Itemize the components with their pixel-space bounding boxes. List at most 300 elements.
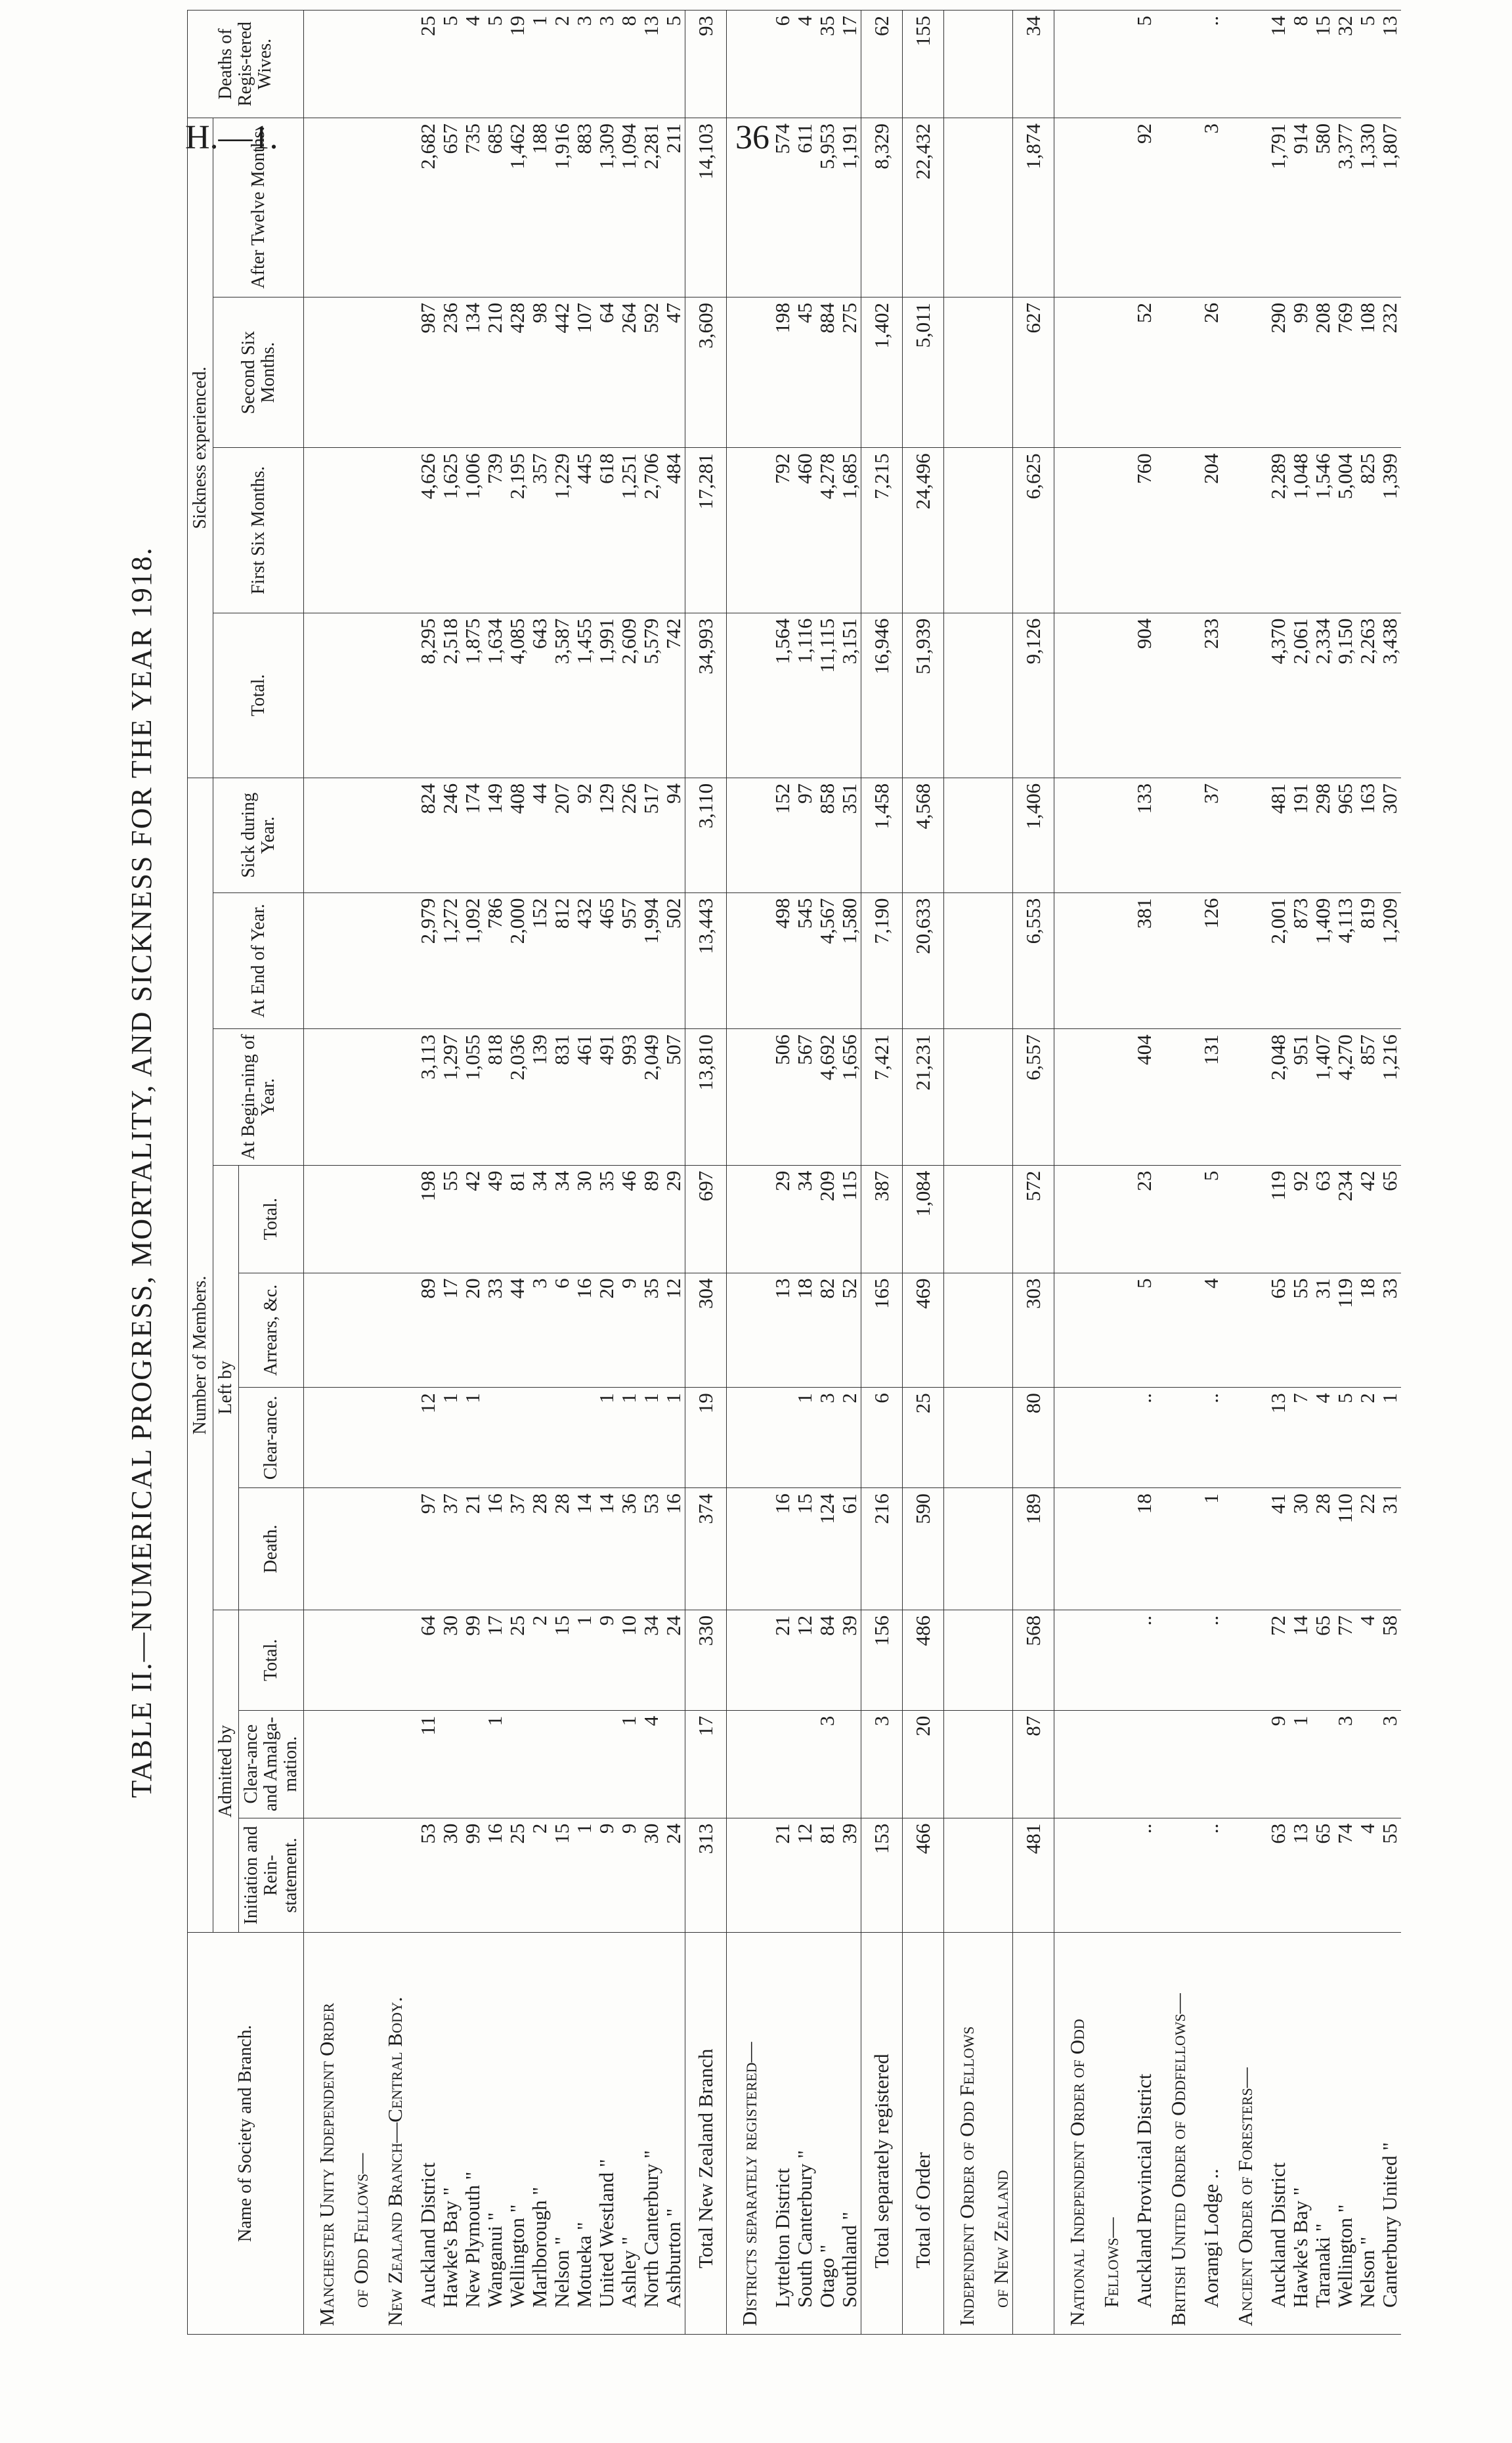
table-cell: 17 (685, 1710, 727, 1818)
table-cell: 1,116 (794, 613, 816, 778)
table-row (484, 11, 506, 2335)
table-cell: 97 (406, 1488, 439, 1610)
table-cell: 4 (1312, 1388, 1334, 1488)
row-label: Total New Zealand Branch (685, 1933, 727, 2335)
table-cell: 163 (1356, 778, 1379, 892)
table-cell (1054, 892, 1089, 1029)
table-cell: 275 (838, 297, 861, 448)
table-cell (372, 1388, 406, 1488)
table-cell: 19 (506, 11, 529, 118)
table-cell (1089, 1388, 1123, 1488)
table-cell: 857 (1356, 1029, 1379, 1166)
table-cell: 236 (439, 297, 462, 448)
group-heading: of New Zealand (978, 1933, 1013, 2335)
table-cell: 16 (484, 1488, 506, 1610)
table-cell (727, 1029, 762, 1166)
table-cell: 264 (618, 297, 640, 448)
table-cell (1222, 1165, 1257, 1273)
table-cell (944, 448, 979, 613)
table-cell: 1,685 (838, 448, 861, 613)
table-cell: 9 (618, 1818, 640, 1933)
table-cell: 481 (1013, 1818, 1054, 1933)
table-cell: 198 (761, 297, 794, 448)
table-row (861, 11, 903, 2335)
table-row (1356, 11, 1379, 2335)
table-cell (944, 1029, 979, 1166)
table-cell: 4,370 (1257, 613, 1289, 778)
table-cell: 5,579 (640, 613, 662, 778)
table-cell: 22,432 (903, 118, 944, 297)
table-cell (978, 448, 1013, 613)
table-cell: 2 (1356, 1388, 1379, 1488)
table-cell: 381 (1123, 892, 1156, 1029)
table-cell (372, 1610, 406, 1710)
table-cell: 15 (551, 1818, 573, 1933)
row-label: Motueka " (573, 1933, 595, 2335)
table-cell (978, 1710, 1013, 1818)
table-cell: 1,916 (551, 118, 573, 297)
row-label: Wellington " (1334, 1933, 1356, 2335)
table-cell: 1,309 (595, 118, 618, 297)
table-cell: 3 (1190, 118, 1222, 297)
table-cell (944, 1273, 979, 1388)
table-cell (1156, 778, 1190, 892)
table-cell: 2,061 (1289, 613, 1312, 778)
table-row (439, 11, 462, 2335)
table-cell: 9,150 (1334, 613, 1356, 778)
table-cell (338, 448, 372, 613)
table-cell (338, 1818, 372, 1933)
table-cell (1054, 1165, 1089, 1273)
table-cell: 13,443 (685, 892, 727, 1029)
table-cell (944, 1710, 979, 1818)
table-cell (944, 118, 979, 297)
table-cell: 812 (551, 892, 573, 1029)
row-label: Ashburton " (662, 1933, 685, 2335)
table-cell: 246 (439, 778, 462, 892)
table-cell (727, 892, 762, 1029)
table-cell (1054, 1710, 1089, 1818)
table-cell: 94 (662, 778, 685, 892)
table-cell: 432 (573, 892, 595, 1029)
table-cell (1054, 1488, 1089, 1610)
table-cell: 9,126 (1013, 613, 1054, 778)
table-row (640, 11, 662, 2335)
table-cell: 9 (595, 1818, 618, 1933)
table-cell: 11 (406, 1710, 439, 1818)
table-cell: 14 (595, 1488, 618, 1610)
table-cell (662, 1710, 685, 1818)
table-cell: 1,580 (838, 892, 861, 1029)
rotated-table-region (125, 10, 1401, 2335)
table-cell: 1,048 (1289, 448, 1312, 613)
table-cell: 6,625 (1013, 448, 1054, 613)
table-cell: 207 (551, 778, 573, 892)
table-cell: 303 (1013, 1273, 1054, 1388)
table-cell (978, 1273, 1013, 1388)
table-cell: 590 (903, 1488, 944, 1610)
table-cell: 3 (861, 1710, 903, 1818)
table-cell: 44 (529, 778, 551, 892)
table-row (595, 11, 618, 2335)
table-cell (1222, 1818, 1257, 1933)
table-row (506, 11, 529, 2335)
table-cell: 30 (640, 1818, 662, 1933)
table-cell: 1,458 (861, 778, 903, 892)
table-cell: 298 (1312, 778, 1334, 892)
table-cell (551, 1388, 573, 1488)
table-row (1054, 11, 1089, 2335)
table-cell: 28 (529, 1488, 551, 1610)
row-label: Nelson " (551, 1933, 573, 2335)
table-cell: 15 (1312, 11, 1334, 118)
table-row (1334, 11, 1356, 2335)
table-row (462, 11, 484, 2335)
row-label: New Plymouth " (462, 1933, 484, 2335)
table-cell: 2,263 (1356, 613, 1379, 778)
row-label: Ashley " (618, 1933, 640, 2335)
table-cell (1089, 448, 1123, 613)
table-cell: 697 (685, 1165, 727, 1273)
table-row (1013, 11, 1054, 2335)
table-cell (978, 297, 1013, 448)
table-cell (944, 297, 979, 448)
table-cell: 1,407 (1312, 1029, 1334, 1166)
table-cell: 4,626 (406, 448, 439, 613)
table-cell: 1,330 (1356, 118, 1379, 297)
table-row (406, 11, 439, 2335)
table-cell: 12 (794, 1818, 816, 1933)
table-cell (727, 448, 762, 613)
table-cell: 4,113 (1334, 892, 1356, 1029)
table-cell: 20 (595, 1273, 618, 1388)
col-admitted-by: Admitted by (213, 1610, 239, 1932)
table-cell: 5 (662, 11, 685, 118)
table-cell: 4,270 (1334, 1029, 1356, 1166)
table-row (551, 11, 573, 2335)
col-sickness: Sickness experienced. (188, 118, 213, 778)
table-cell: 52 (1123, 297, 1156, 448)
table-cell: 1 (618, 1388, 640, 1488)
col-admitted-total: Total. (239, 1610, 304, 1710)
table-cell: 914 (1289, 118, 1312, 297)
table-cell (727, 1610, 762, 1710)
table-cell: 21 (761, 1610, 794, 1710)
table-cell: 3 (816, 1388, 838, 1488)
table-cell: 2 (529, 1818, 551, 1933)
table-cell: 4 (640, 1710, 662, 1818)
col-left-by: Left by (213, 1165, 239, 1610)
table-cell: 34,993 (685, 613, 727, 778)
table-cell: 4,085 (506, 613, 529, 778)
table-cell (1054, 778, 1089, 892)
col-at-end: At End of Year. (213, 892, 304, 1029)
table-cell: 517 (640, 778, 662, 892)
table-cell: 2,518 (439, 613, 462, 778)
table-cell (304, 613, 339, 778)
row-label: Marlborough " (529, 1933, 551, 2335)
table-cell: 63 (1257, 1818, 1289, 1933)
table-cell: 304 (685, 1273, 727, 1388)
table-cell: 3 (529, 1273, 551, 1388)
row-label: Taranaki " (1312, 1933, 1334, 2335)
table-cell: 574 (761, 118, 794, 297)
table-cell: 507 (662, 1029, 685, 1166)
table-cell: 64 (406, 1610, 439, 1710)
table-cell (1089, 11, 1123, 118)
table-cell: 786 (484, 892, 506, 1029)
table-cell (978, 1388, 1013, 1488)
table-cell (338, 1488, 372, 1610)
table-cell: 307 (1379, 778, 1401, 892)
table-cell: 33 (484, 1273, 506, 1388)
table-cell: 351 (838, 778, 861, 892)
table-cell: 6,557 (1013, 1029, 1054, 1166)
table-cell: 3,587 (551, 613, 573, 778)
table-cell: 10 (618, 1610, 640, 1710)
table-cell: 5 (1123, 11, 1156, 118)
table-cell: 233 (1190, 613, 1222, 778)
table-cell: 34 (551, 1165, 573, 1273)
row-label: Auckland District (406, 1933, 439, 2335)
table-cell: 1,191 (838, 118, 861, 297)
table-cell: 24 (662, 1610, 685, 1710)
table-cell (338, 1029, 372, 1166)
table-cell: 41 (1257, 1488, 1289, 1610)
table-cell: 1 (662, 1388, 685, 1488)
table-cell (595, 1710, 618, 1818)
table-cell: 3,438 (1379, 613, 1401, 778)
col-second-six: Second Six Months. (213, 297, 304, 448)
table-cell: 1 (794, 1388, 816, 1488)
table-cell: 1,991 (595, 613, 618, 778)
table-cell: 12 (794, 1610, 816, 1710)
table-cell: 987 (406, 297, 439, 448)
table-cell: 80 (1013, 1388, 1054, 1488)
table-row (794, 11, 816, 2335)
table-cell: 6 (761, 11, 794, 118)
table-cell (1222, 1273, 1257, 1388)
table-cell: 55 (1289, 1273, 1312, 1388)
table-cell (944, 1165, 979, 1273)
col-left-total: Total. (239, 1165, 304, 1273)
table-cell: 4,568 (903, 778, 944, 892)
table-cell (1222, 892, 1257, 1029)
table-cell (304, 297, 339, 448)
table-cell: 152 (761, 778, 794, 892)
col-name: Name of Society and Branch. (188, 1933, 304, 2335)
table-cell (761, 1710, 794, 1818)
table-cell: 3 (1379, 1710, 1401, 1818)
row-label: North Canterbury " (640, 1933, 662, 2335)
table-cell: 42 (462, 1165, 484, 1273)
table-cell: 34 (640, 1610, 662, 1710)
col-first-six: First Six Months. (213, 448, 304, 613)
table-cell: 131 (1190, 1029, 1222, 1166)
table-cell (1089, 297, 1123, 448)
group-heading: Ancient Order of Foresters— (1222, 1933, 1257, 2335)
table-cell: 155 (903, 11, 944, 118)
table-cell: 61 (838, 1488, 861, 1610)
table-cell: 818 (484, 1029, 506, 1166)
table-cell: 84 (816, 1610, 838, 1710)
table-row (1190, 11, 1222, 2335)
table-cell (372, 778, 406, 892)
table-cell: 28 (1312, 1488, 1334, 1610)
table-row (944, 11, 979, 2335)
table-cell: 469 (903, 1273, 944, 1388)
table-cell (304, 118, 339, 297)
row-label: Aorangi Lodge .. (1190, 1933, 1222, 2335)
table-cell: 232 (1379, 297, 1401, 448)
table-cell: 15 (794, 1488, 816, 1610)
table-cell: 965 (1334, 778, 1356, 892)
table-cell: 8 (1289, 11, 1312, 118)
table-cell (727, 1710, 762, 1818)
table-cell: 18 (1356, 1273, 1379, 1388)
table-cell: 611 (794, 118, 816, 297)
table-cell (551, 1710, 573, 1818)
table-cell: 1,455 (573, 613, 595, 778)
table-cell: 1,229 (551, 448, 573, 613)
row-label: Auckland Provincial District (1123, 1933, 1156, 2335)
table-cell: 31 (1312, 1273, 1334, 1388)
table-cell (529, 1388, 551, 1488)
table-cell (462, 1710, 484, 1818)
table-cell: 1,055 (462, 1029, 484, 1166)
table-cell: 5 (484, 11, 506, 118)
table-cell: 8 (618, 11, 640, 118)
table-cell: 133 (1123, 778, 1156, 892)
table-cell (1054, 613, 1089, 778)
table-cell: 47 (662, 297, 685, 448)
table-cell (1089, 613, 1123, 778)
table-row (1289, 11, 1312, 2335)
table-cell: 12 (662, 1273, 685, 1388)
table-cell: 17 (484, 1610, 506, 1710)
table-cell: 1,402 (861, 297, 903, 448)
table-cell: 6 (861, 1388, 903, 1488)
table-cell: 442 (551, 297, 573, 448)
col-initiation: Initiation and Rein-statement. (239, 1818, 304, 1933)
table-cell: 77 (1334, 1610, 1356, 1710)
table-cell: 1,807 (1379, 118, 1401, 297)
table-cell: 3,151 (838, 613, 861, 778)
table-cell: 226 (618, 778, 640, 892)
table-cell: 484 (662, 448, 685, 613)
table-row (662, 11, 685, 2335)
table-cell: 107 (573, 297, 595, 448)
table-cell (727, 1818, 762, 1933)
table-cell (1054, 1273, 1089, 1388)
table-cell (1156, 448, 1190, 613)
table-cell: 46 (618, 1165, 640, 1273)
table-cell: 13 (761, 1273, 794, 1388)
table-cell: 445 (573, 448, 595, 613)
table-cell: 33 (1379, 1273, 1401, 1388)
table-cell (372, 448, 406, 613)
table-cell (372, 613, 406, 778)
group-heading: Fellows— (1089, 1933, 1123, 2335)
table-cell (1156, 297, 1190, 448)
table-cell: 2,609 (618, 613, 640, 778)
table-row (529, 11, 551, 2335)
table-cell: 1 (640, 1388, 662, 1488)
table-cell: 31 (1379, 1488, 1401, 1610)
table-cell: 17 (838, 11, 861, 118)
table-cell: 191 (1289, 778, 1312, 892)
table-cell: 5 (1123, 1273, 1156, 1388)
table-cell (978, 1488, 1013, 1610)
table-cell: 6 (551, 1273, 573, 1388)
table-cell (304, 448, 339, 613)
table-cell: 760 (1123, 448, 1156, 613)
table-cell: 1,251 (618, 448, 640, 613)
table-cell: 5 (1190, 1165, 1222, 1273)
statistics-table (187, 10, 1401, 2335)
table-cell (1222, 297, 1257, 448)
table-cell: 16 (662, 1488, 685, 1610)
table-cell (338, 1165, 372, 1273)
table-cell: 72 (1257, 1610, 1289, 1710)
table-cell (978, 1818, 1013, 1933)
table-cell: 3,110 (685, 778, 727, 892)
table-cell: 858 (816, 778, 838, 892)
table-cell: 53 (406, 1818, 439, 1933)
table-cell: 618 (595, 448, 618, 613)
table-cell: 208 (1312, 297, 1334, 448)
table-cell: .. (1123, 1388, 1156, 1488)
table-cell: 28 (551, 1488, 573, 1610)
table-cell: 99 (1289, 297, 1312, 448)
table-cell: 14 (1257, 11, 1289, 118)
table-cell: 65 (1312, 1610, 1334, 1710)
table-cell: 21 (761, 1818, 794, 1933)
table-cell: 25 (406, 11, 439, 118)
row-label: Wellington " (506, 1933, 529, 2335)
table-cell: 119 (1334, 1273, 1356, 1388)
table-cell (372, 1029, 406, 1166)
row-label: Canterbury United " (1379, 1933, 1401, 2335)
table-cell: 3 (573, 11, 595, 118)
table-row (304, 11, 339, 2335)
table-cell (1222, 448, 1257, 613)
table-row (1156, 11, 1190, 2335)
table-cell: 502 (662, 892, 685, 1029)
table-cell: 313 (685, 1818, 727, 1933)
table-cell: 9 (595, 1610, 618, 1710)
table-cell: 735 (462, 118, 484, 297)
table-cell (1156, 1029, 1190, 1166)
table-cell: 209 (816, 1165, 838, 1273)
table-cell: 1,006 (462, 448, 484, 613)
table-body (304, 11, 1402, 2335)
table-cell (372, 297, 406, 448)
table-cell: 35 (816, 11, 838, 118)
table-cell (978, 118, 1013, 297)
table-cell: 108 (1356, 297, 1379, 448)
table-cell: 124 (816, 1488, 838, 1610)
table-cell (1222, 778, 1257, 892)
table-cell: 23 (1123, 1165, 1156, 1273)
table-cell (338, 1273, 372, 1388)
table-cell (978, 1165, 1013, 1273)
table-cell: 2,036 (506, 1029, 529, 1166)
table-cell: 11,115 (816, 613, 838, 778)
table-cell: 30 (439, 1818, 462, 1933)
row-label: Total of Order (903, 1933, 944, 2335)
table-cell: 18 (1123, 1488, 1156, 1610)
